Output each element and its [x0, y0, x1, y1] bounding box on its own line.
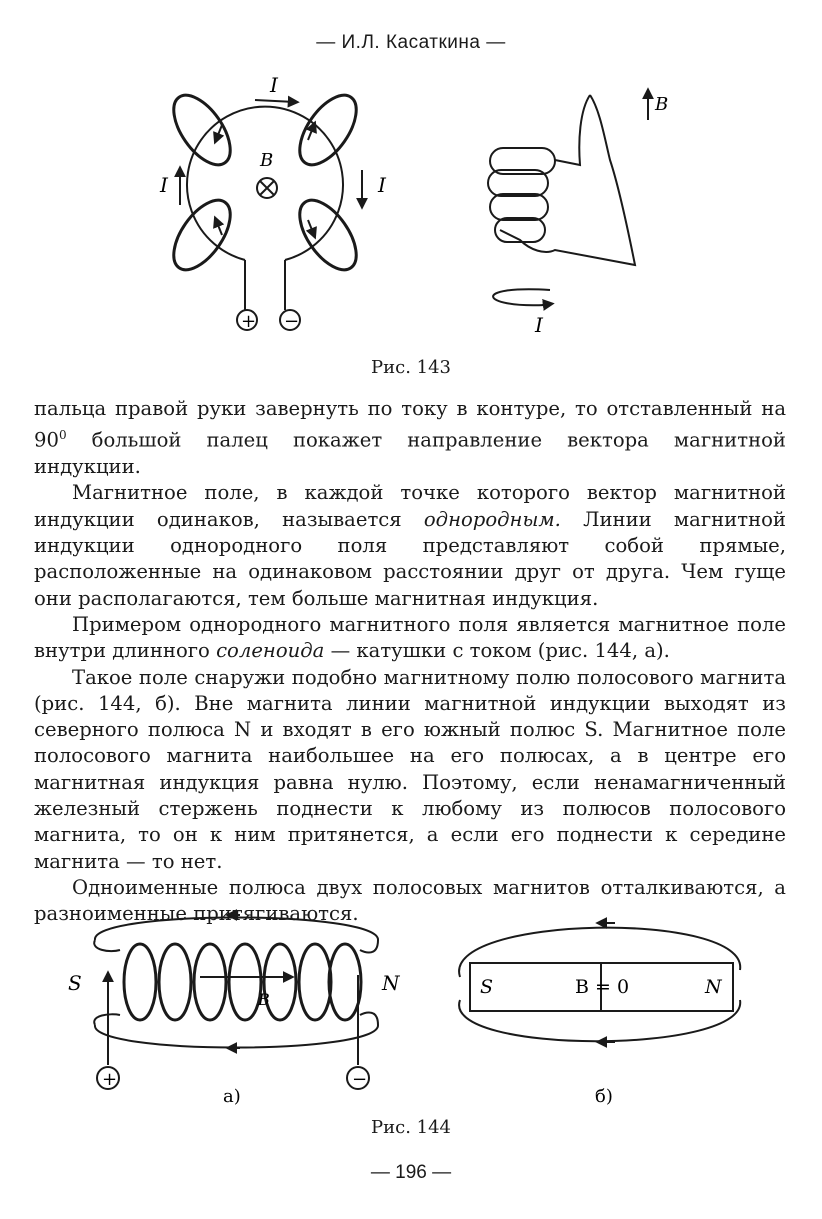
solenoid-plus-terminal: +: [102, 1069, 118, 1090]
hand-current-label: I: [535, 313, 543, 337]
paragraph-1: Магнитное поле, в каждой точке которого вектор магнитной индукции одинаков, называется однородным. Линии магнитной индукции однородного поля представляют собой прямые, расположенные на одинаковом расстоянии друг от друга. Чем гуще они располагаются, тем больше магнитная индукция.: [34, 481, 786, 610]
paragraph-0: пальца правой руки завернуть по току в контуре, то отставленный на $90^0$ большой палец покажет направление вектора магнитной индукции.: [34, 397, 786, 479]
solenoid-field-label: B: [258, 990, 270, 1009]
current-loop-diagram: [163, 86, 368, 330]
solenoid-south-label: S: [68, 971, 82, 995]
minus-terminal: −: [284, 311, 300, 332]
subfigure-a-label: а): [223, 1086, 241, 1107]
running-header: — И.Л. Касаткина —: [316, 32, 506, 53]
magnet-north-label: N: [705, 976, 722, 998]
plus-terminal: +: [241, 311, 257, 332]
paragraph-4: Одноименные полюса двух полосовых магнитов отталкиваются, а разноименные притягиваются.: [34, 875, 786, 926]
current-label-left: I: [160, 173, 168, 197]
current-label-top: I: [270, 73, 278, 97]
right-hand-rule-diagram: [488, 92, 648, 305]
solenoid-diagram: [94, 915, 740, 1089]
body-text: [34, 396, 786, 927]
field-vector-label: B: [260, 150, 274, 171]
page-number: — 196 —: [370, 1162, 452, 1183]
figure-144-caption: Рис. 144: [371, 1117, 451, 1138]
magnet-center-label: B = 0: [575, 976, 630, 998]
paragraph-3: Такое поле снаружи подобно магнитному полю полосового магнита (рис. 144, б). Вне магнита линии магнитной индукции выходят из северного полюса N и входят в его южный полюс S. Магнитное поле полосового магнита наибольшее на его полюсах, а в центре его магнитная индукция равна нулю. Поэтому, если ненамагниченный железный стержень поднести к любому из полюсов полосового магнита, то он к ним притянется, а если его поднести к середине магнита — то нет.: [34, 665, 786, 873]
paragraph-2: Примером однородного магнитного поля является магнитное поле внутри длинного соленоида — катушки с током (рис. 144, а).: [34, 612, 786, 663]
figure-143: [150, 70, 710, 350]
current-label-right: I: [378, 173, 386, 197]
figure-143-caption: Рис. 143: [371, 357, 451, 378]
solenoid-north-label: N: [382, 971, 400, 995]
solenoid-minus-terminal: −: [352, 1069, 368, 1090]
hand-field-label: B: [655, 94, 669, 115]
figure-144: [60, 905, 760, 1110]
magnet-south-label: S: [480, 976, 494, 998]
subfigure-b-label: б): [595, 1086, 613, 1107]
